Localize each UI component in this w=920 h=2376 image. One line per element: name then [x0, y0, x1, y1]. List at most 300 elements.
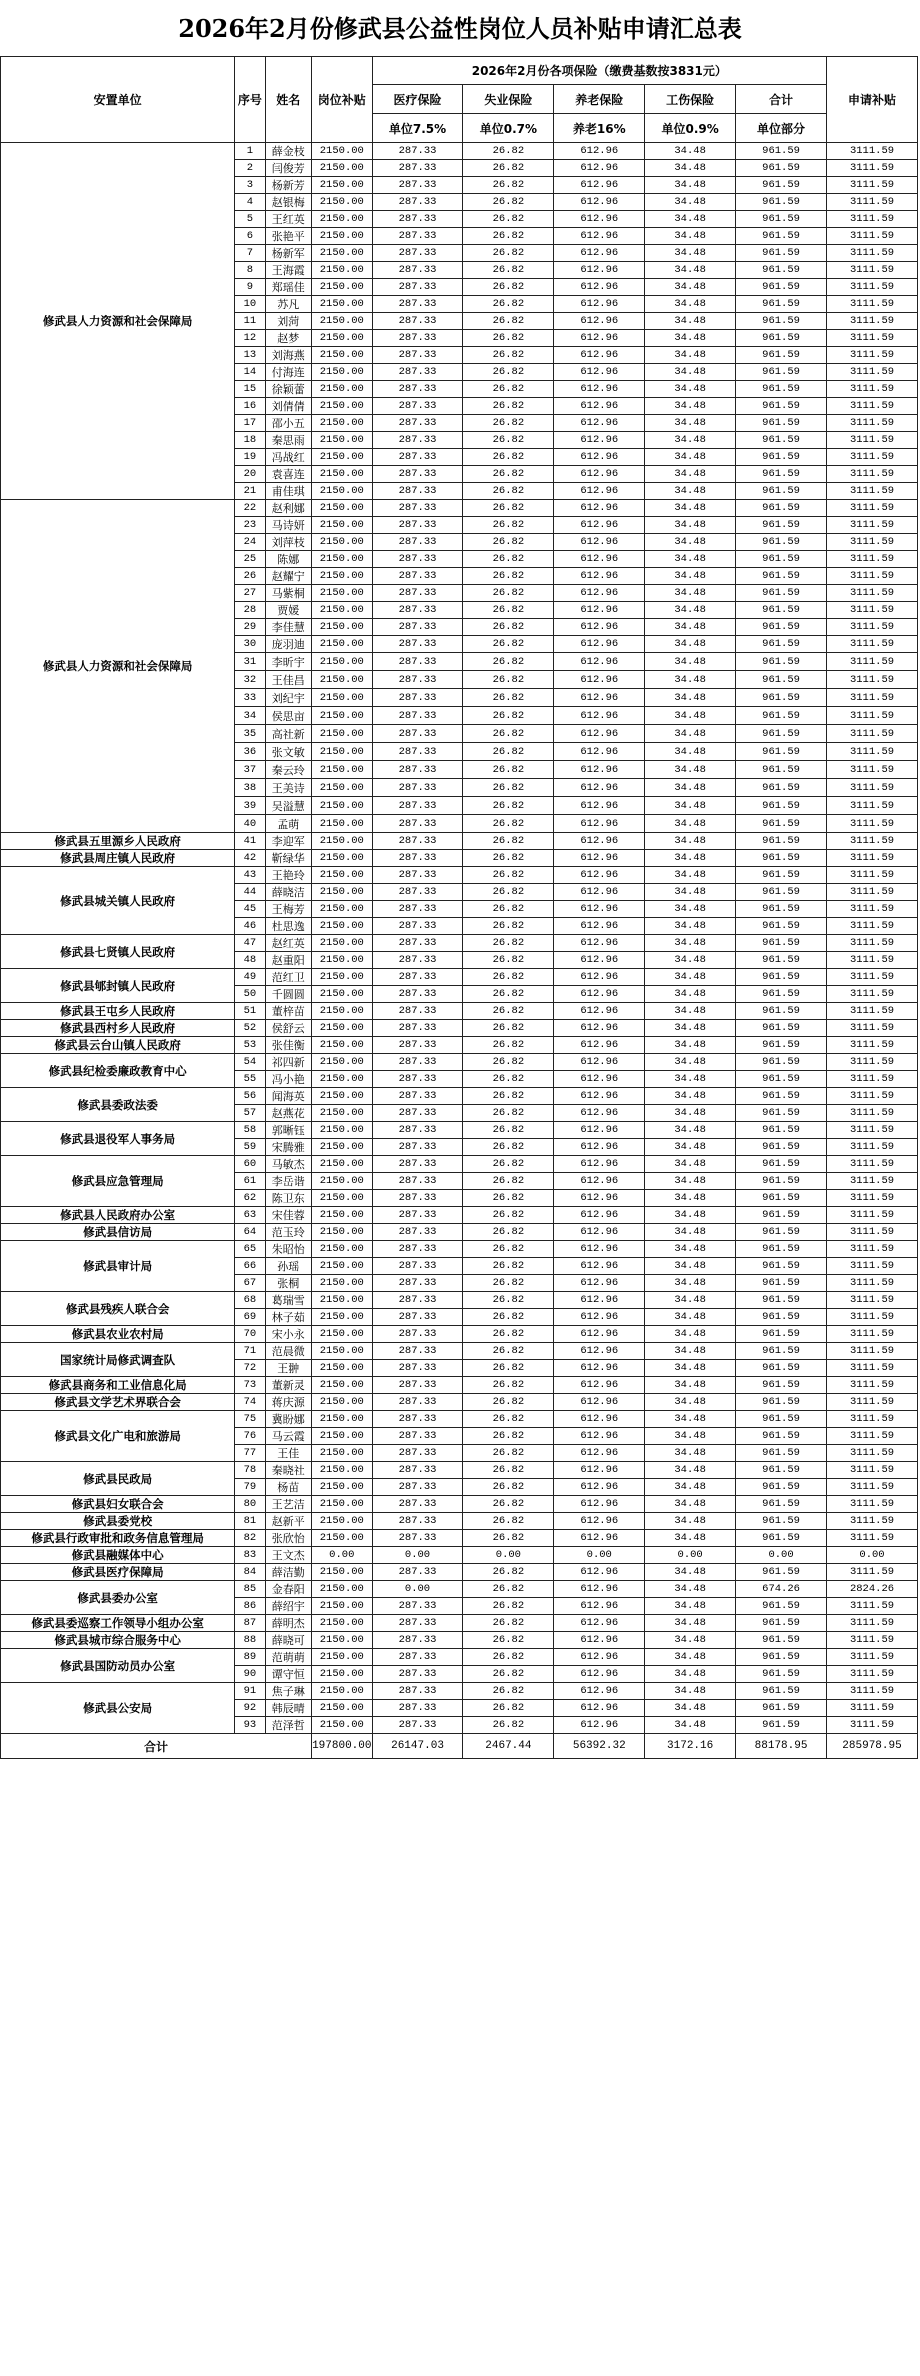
row-unemployment: 26.82 [463, 867, 554, 884]
row-pension: 612.96 [554, 1071, 645, 1088]
unit-name: 国家统计局修武调查队 [1, 1343, 235, 1377]
row-unemployment: 26.82 [463, 1326, 554, 1343]
row-total: 961.59 [736, 449, 827, 466]
row-medical: 287.33 [372, 1020, 463, 1037]
row-pension: 612.96 [554, 1241, 645, 1258]
row-injury: 34.48 [645, 1207, 736, 1224]
row-name: 李佳慧 [265, 619, 311, 636]
row-seq: 60 [235, 1156, 265, 1173]
row-medical: 287.33 [372, 177, 463, 194]
row-apply: 3111.59 [827, 1105, 918, 1122]
table-body [1, 143, 918, 1734]
table-header [1, 57, 918, 143]
row-total: 961.59 [736, 534, 827, 551]
totals-medical: 26147.03 [372, 1734, 463, 1759]
row-medical: 287.33 [372, 1054, 463, 1071]
row-total: 961.59 [736, 707, 827, 725]
row-injury: 34.48 [645, 1428, 736, 1445]
row-apply: 3111.59 [827, 1428, 918, 1445]
row-unemployment: 26.82 [463, 1292, 554, 1309]
row-injury: 34.48 [645, 194, 736, 211]
row-name: 薛晓洁 [265, 884, 311, 901]
row-seq: 10 [235, 296, 265, 313]
row-injury: 34.48 [645, 1309, 736, 1326]
row-pension: 612.96 [554, 707, 645, 725]
row-unemployment: 26.82 [463, 952, 554, 969]
row-subsidy: 2150.00 [312, 1445, 373, 1462]
row-medical: 287.33 [372, 364, 463, 381]
row-unemployment: 26.82 [463, 313, 554, 330]
row-unemployment: 26.82 [463, 1105, 554, 1122]
row-total: 961.59 [736, 1615, 827, 1632]
row-name: 谭守恒 [265, 1666, 311, 1683]
row-pension: 612.96 [554, 449, 645, 466]
row-injury: 34.48 [645, 262, 736, 279]
row-apply: 3111.59 [827, 602, 918, 619]
row-subsidy: 2150.00 [312, 381, 373, 398]
row-name: 朱昭怡 [265, 1241, 311, 1258]
row-apply: 3111.59 [827, 585, 918, 602]
row-total: 961.59 [736, 1717, 827, 1734]
row-unemployment: 26.82 [463, 1513, 554, 1530]
row-name: 张艳平 [265, 228, 311, 245]
row-pension: 612.96 [554, 797, 645, 815]
row-pension: 612.96 [554, 1003, 645, 1020]
row-pension: 612.96 [554, 1666, 645, 1683]
row-medical: 287.33 [372, 901, 463, 918]
row-medical: 287.33 [372, 1190, 463, 1207]
row-seq: 45 [235, 901, 265, 918]
row-seq: 82 [235, 1530, 265, 1547]
unit-name: 修武县民政局 [1, 1462, 235, 1496]
unit-name: 修武县城市综合服务中心 [1, 1632, 235, 1649]
row-pension: 612.96 [554, 466, 645, 483]
row-unemployment: 26.82 [463, 743, 554, 761]
row-total: 961.59 [736, 1071, 827, 1088]
row-name: 张桐 [265, 1275, 311, 1292]
row-pension: 612.96 [554, 1343, 645, 1360]
row-name: 刘海燕 [265, 347, 311, 364]
row-apply: 3111.59 [827, 1649, 918, 1666]
row-unemployment: 26.82 [463, 884, 554, 901]
row-name: 孙瑶 [265, 1258, 311, 1275]
row-apply: 3111.59 [827, 432, 918, 449]
row-pension: 612.96 [554, 245, 645, 262]
row-apply: 3111.59 [827, 1462, 918, 1479]
row-injury: 34.48 [645, 1530, 736, 1547]
row-subsidy: 2150.00 [312, 1598, 373, 1615]
row-total: 961.59 [736, 1632, 827, 1649]
row-seq: 11 [235, 313, 265, 330]
row-total: 961.59 [736, 1326, 827, 1343]
row-pension: 612.96 [554, 884, 645, 901]
row-unemployment: 26.82 [463, 1241, 554, 1258]
row-subsidy: 2150.00 [312, 1513, 373, 1530]
row-injury: 34.48 [645, 517, 736, 534]
table-row [1, 1547, 918, 1564]
row-total: 961.59 [736, 1241, 827, 1258]
row-medical: 287.33 [372, 1173, 463, 1190]
row-subsidy: 2150.00 [312, 432, 373, 449]
row-medical: 287.33 [372, 1615, 463, 1632]
totals-total: 88178.95 [736, 1734, 827, 1759]
row-injury: 34.48 [645, 415, 736, 432]
row-apply: 3111.59 [827, 636, 918, 653]
row-subsidy: 2150.00 [312, 500, 373, 517]
row-apply: 3111.59 [827, 381, 918, 398]
row-seq: 19 [235, 449, 265, 466]
row-apply: 3111.59 [827, 551, 918, 568]
table-row [1, 935, 918, 952]
row-pension: 612.96 [554, 1496, 645, 1513]
row-medical: 287.33 [372, 1275, 463, 1292]
row-pension: 612.96 [554, 517, 645, 534]
row-seq: 4 [235, 194, 265, 211]
row-seq: 67 [235, 1275, 265, 1292]
row-total: 961.59 [736, 884, 827, 901]
row-injury: 34.48 [645, 671, 736, 689]
row-subsidy: 2150.00 [312, 636, 373, 653]
row-name: 刘萍枝 [265, 534, 311, 551]
row-unemployment: 26.82 [463, 1462, 554, 1479]
row-subsidy: 2150.00 [312, 347, 373, 364]
row-name: 甫佳琪 [265, 483, 311, 500]
row-unemployment: 26.82 [463, 568, 554, 585]
header-insurance-group: 2026年2月份各项保险（缴费基数按3831元） [372, 57, 826, 85]
row-unemployment: 26.82 [463, 1173, 554, 1190]
row-total: 961.59 [736, 1292, 827, 1309]
row-injury: 34.48 [645, 1717, 736, 1734]
row-medical: 287.33 [372, 1683, 463, 1700]
row-unemployment: 26.82 [463, 347, 554, 364]
row-injury: 34.48 [645, 1020, 736, 1037]
row-name: 王艳玲 [265, 867, 311, 884]
row-seq: 51 [235, 1003, 265, 1020]
row-injury: 34.48 [645, 1088, 736, 1105]
row-seq: 57 [235, 1105, 265, 1122]
unit-name: 修武县委巡察工作领导小组办公室 [1, 1615, 235, 1632]
row-subsidy: 2150.00 [312, 619, 373, 636]
row-pension: 612.96 [554, 1207, 645, 1224]
row-medical: 287.33 [372, 1105, 463, 1122]
row-medical: 287.33 [372, 1530, 463, 1547]
row-injury: 34.48 [645, 867, 736, 884]
row-seq: 24 [235, 534, 265, 551]
row-subsidy: 2150.00 [312, 1122, 373, 1139]
row-unemployment: 26.82 [463, 1479, 554, 1496]
row-subsidy: 2150.00 [312, 296, 373, 313]
row-apply: 3111.59 [827, 1173, 918, 1190]
row-seq: 70 [235, 1326, 265, 1343]
row-subsidy: 2150.00 [312, 517, 373, 534]
row-unemployment: 26.82 [463, 381, 554, 398]
row-apply: 3111.59 [827, 1632, 918, 1649]
row-total: 961.59 [736, 850, 827, 867]
row-pension: 612.96 [554, 1275, 645, 1292]
row-subsidy: 2150.00 [312, 415, 373, 432]
row-total: 961.59 [736, 1496, 827, 1513]
row-injury: 34.48 [645, 1326, 736, 1343]
table-row [1, 1564, 918, 1581]
row-injury: 34.48 [645, 707, 736, 725]
row-total: 961.59 [736, 1700, 827, 1717]
row-apply: 3111.59 [827, 534, 918, 551]
row-total: 961.59 [736, 1479, 827, 1496]
row-injury: 34.48 [645, 228, 736, 245]
row-seq: 20 [235, 466, 265, 483]
row-injury: 34.48 [645, 952, 736, 969]
row-apply: 3111.59 [827, 1683, 918, 1700]
row-seq: 28 [235, 602, 265, 619]
row-unemployment: 26.82 [463, 1377, 554, 1394]
row-seq: 59 [235, 1139, 265, 1156]
row-unemployment: 26.82 [463, 1428, 554, 1445]
row-injury: 34.48 [645, 1564, 736, 1581]
row-subsidy: 2150.00 [312, 969, 373, 986]
row-unemployment: 26.82 [463, 1343, 554, 1360]
row-pension: 612.96 [554, 1173, 645, 1190]
row-name: 张欣怡 [265, 1530, 311, 1547]
row-apply: 3111.59 [827, 1343, 918, 1360]
row-medical: 287.33 [372, 761, 463, 779]
row-medical: 287.33 [372, 517, 463, 534]
row-injury: 34.48 [645, 1496, 736, 1513]
row-pension: 612.96 [554, 228, 645, 245]
row-medical: 287.33 [372, 500, 463, 517]
row-pension: 612.96 [554, 551, 645, 568]
row-apply: 3111.59 [827, 1666, 918, 1683]
row-seq: 90 [235, 1666, 265, 1683]
row-seq: 77 [235, 1445, 265, 1462]
row-medical: 287.33 [372, 952, 463, 969]
row-injury: 34.48 [645, 986, 736, 1003]
row-pension: 612.96 [554, 1190, 645, 1207]
row-injury: 34.48 [645, 1258, 736, 1275]
row-unemployment: 26.82 [463, 653, 554, 671]
row-unemployment: 26.82 [463, 364, 554, 381]
unit-name: 修武县纪检委廉政教育中心 [1, 1054, 235, 1088]
row-name: 王翀 [265, 1360, 311, 1377]
row-pension: 612.96 [554, 1360, 645, 1377]
row-apply: 3111.59 [827, 1411, 918, 1428]
row-total: 961.59 [736, 1054, 827, 1071]
row-injury: 34.48 [645, 743, 736, 761]
row-unemployment: 26.82 [463, 1054, 554, 1071]
row-name: 杜思逸 [265, 918, 311, 935]
row-subsidy: 2150.00 [312, 398, 373, 415]
row-seq: 81 [235, 1513, 265, 1530]
row-seq: 1 [235, 143, 265, 160]
row-unemployment: 26.82 [463, 1088, 554, 1105]
row-seq: 30 [235, 636, 265, 653]
row-injury: 34.48 [645, 1632, 736, 1649]
row-injury: 34.48 [645, 1292, 736, 1309]
row-apply: 3111.59 [827, 194, 918, 211]
row-seq: 12 [235, 330, 265, 347]
row-subsidy: 0.00 [312, 1547, 373, 1564]
row-unemployment: 26.82 [463, 725, 554, 743]
row-seq: 15 [235, 381, 265, 398]
row-unemployment: 26.82 [463, 279, 554, 296]
row-name: 张文敏 [265, 743, 311, 761]
table-row [1, 1156, 918, 1173]
row-seq: 33 [235, 689, 265, 707]
row-total: 961.59 [736, 1275, 827, 1292]
unit-name: 修武县妇女联合会 [1, 1496, 235, 1513]
row-medical: 287.33 [372, 143, 463, 160]
row-total: 961.59 [736, 245, 827, 262]
row-medical: 287.33 [372, 1003, 463, 1020]
row-injury: 34.48 [645, 689, 736, 707]
row-seq: 23 [235, 517, 265, 534]
row-medical: 287.33 [372, 415, 463, 432]
row-name: 付海连 [265, 364, 311, 381]
row-pension: 612.96 [554, 867, 645, 884]
row-unemployment: 26.82 [463, 1020, 554, 1037]
row-unemployment: 26.82 [463, 1190, 554, 1207]
row-medical: 287.33 [372, 671, 463, 689]
row-seq: 43 [235, 867, 265, 884]
row-injury: 34.48 [645, 1054, 736, 1071]
row-total: 961.59 [736, 1173, 827, 1190]
table-row [1, 1530, 918, 1547]
row-medical: 287.33 [372, 815, 463, 833]
row-subsidy: 2150.00 [312, 707, 373, 725]
row-subsidy: 2150.00 [312, 449, 373, 466]
row-seq: 71 [235, 1343, 265, 1360]
row-total: 961.59 [736, 313, 827, 330]
row-subsidy: 2150.00 [312, 1156, 373, 1173]
row-pension: 612.96 [554, 1598, 645, 1615]
row-seq: 72 [235, 1360, 265, 1377]
row-subsidy: 2150.00 [312, 1649, 373, 1666]
row-subsidy: 2150.00 [312, 1241, 373, 1258]
subsidy-table [0, 56, 918, 1759]
table-row [1, 1054, 918, 1071]
row-pension: 612.96 [554, 177, 645, 194]
row-subsidy: 2150.00 [312, 1224, 373, 1241]
row-total: 961.59 [736, 867, 827, 884]
row-subsidy: 2150.00 [312, 1343, 373, 1360]
row-unemployment: 26.82 [463, 969, 554, 986]
row-pension: 612.96 [554, 1020, 645, 1037]
table-row [1, 1224, 918, 1241]
row-apply: 3111.59 [827, 1615, 918, 1632]
row-total: 961.59 [736, 1207, 827, 1224]
unit-name: 修武县审计局 [1, 1241, 235, 1292]
row-medical: 287.33 [372, 1717, 463, 1734]
row-pension: 612.96 [554, 1717, 645, 1734]
row-pension: 612.96 [554, 761, 645, 779]
row-seq: 93 [235, 1717, 265, 1734]
row-seq: 47 [235, 935, 265, 952]
row-pension: 612.96 [554, 1513, 645, 1530]
unit-name: 修武县农业农村局 [1, 1326, 235, 1343]
row-unemployment: 26.82 [463, 1496, 554, 1513]
row-subsidy: 2150.00 [312, 1190, 373, 1207]
row-unemployment: 26.82 [463, 228, 554, 245]
row-total: 961.59 [736, 211, 827, 228]
row-subsidy: 2150.00 [312, 1003, 373, 1020]
row-pension: 612.96 [554, 850, 645, 867]
row-name: 马诗妍 [265, 517, 311, 534]
row-injury: 34.48 [645, 1394, 736, 1411]
unit-name: 修武县郇封镇人民政府 [1, 969, 235, 1003]
row-injury: 34.48 [645, 398, 736, 415]
row-apply: 3111.59 [827, 1020, 918, 1037]
row-name: 范玉玲 [265, 1224, 311, 1241]
row-injury: 34.48 [645, 1037, 736, 1054]
row-injury: 34.48 [645, 1105, 736, 1122]
row-seq: 76 [235, 1428, 265, 1445]
row-total: 961.59 [736, 517, 827, 534]
row-subsidy: 2150.00 [312, 1479, 373, 1496]
row-total: 961.59 [736, 381, 827, 398]
unit-name: 修武县王屯乡人民政府 [1, 1003, 235, 1020]
row-injury: 34.48 [645, 1377, 736, 1394]
row-injury: 34.48 [645, 602, 736, 619]
row-unemployment: 26.82 [463, 1411, 554, 1428]
row-total: 961.59 [736, 1224, 827, 1241]
row-seq: 52 [235, 1020, 265, 1037]
row-name: 祁四新 [265, 1054, 311, 1071]
row-subsidy: 2150.00 [312, 1054, 373, 1071]
row-apply: 3111.59 [827, 1513, 918, 1530]
row-total: 961.59 [736, 1105, 827, 1122]
row-total: 961.59 [736, 1122, 827, 1139]
row-subsidy: 2150.00 [312, 797, 373, 815]
row-total: 961.59 [736, 743, 827, 761]
header-pension: 养老保险 [554, 85, 645, 114]
row-medical: 287.33 [372, 1156, 463, 1173]
row-injury: 34.48 [645, 1275, 736, 1292]
row-total: 961.59 [736, 602, 827, 619]
row-seq: 92 [235, 1700, 265, 1717]
row-unemployment: 26.82 [463, 1717, 554, 1734]
row-pension: 612.96 [554, 833, 645, 850]
row-injury: 34.48 [645, 585, 736, 602]
row-medical: 287.33 [372, 483, 463, 500]
row-subsidy: 2150.00 [312, 330, 373, 347]
row-apply: 2824.26 [827, 1581, 918, 1598]
row-injury: 34.48 [645, 177, 736, 194]
row-total: 961.59 [736, 500, 827, 517]
row-apply: 3111.59 [827, 1156, 918, 1173]
row-seq: 87 [235, 1615, 265, 1632]
row-name: 薛明杰 [265, 1615, 311, 1632]
row-seq: 42 [235, 850, 265, 867]
unit-name: 修武县融媒体中心 [1, 1547, 235, 1564]
row-injury: 34.48 [645, 1581, 736, 1598]
row-medical: 287.33 [372, 211, 463, 228]
row-total: 961.59 [736, 194, 827, 211]
row-unemployment: 26.82 [463, 1445, 554, 1462]
row-medical: 287.33 [372, 449, 463, 466]
row-seq: 32 [235, 671, 265, 689]
table-row [1, 1581, 918, 1598]
row-apply: 3111.59 [827, 1377, 918, 1394]
row-injury: 34.48 [645, 779, 736, 797]
row-total: 961.59 [736, 228, 827, 245]
row-seq: 25 [235, 551, 265, 568]
row-pension: 612.96 [554, 1615, 645, 1632]
table-row [1, 1496, 918, 1513]
row-injury: 34.48 [645, 636, 736, 653]
row-name: 李岳谐 [265, 1173, 311, 1190]
row-subsidy: 2150.00 [312, 867, 373, 884]
row-subsidy: 2150.00 [312, 534, 373, 551]
row-injury: 34.48 [645, 500, 736, 517]
